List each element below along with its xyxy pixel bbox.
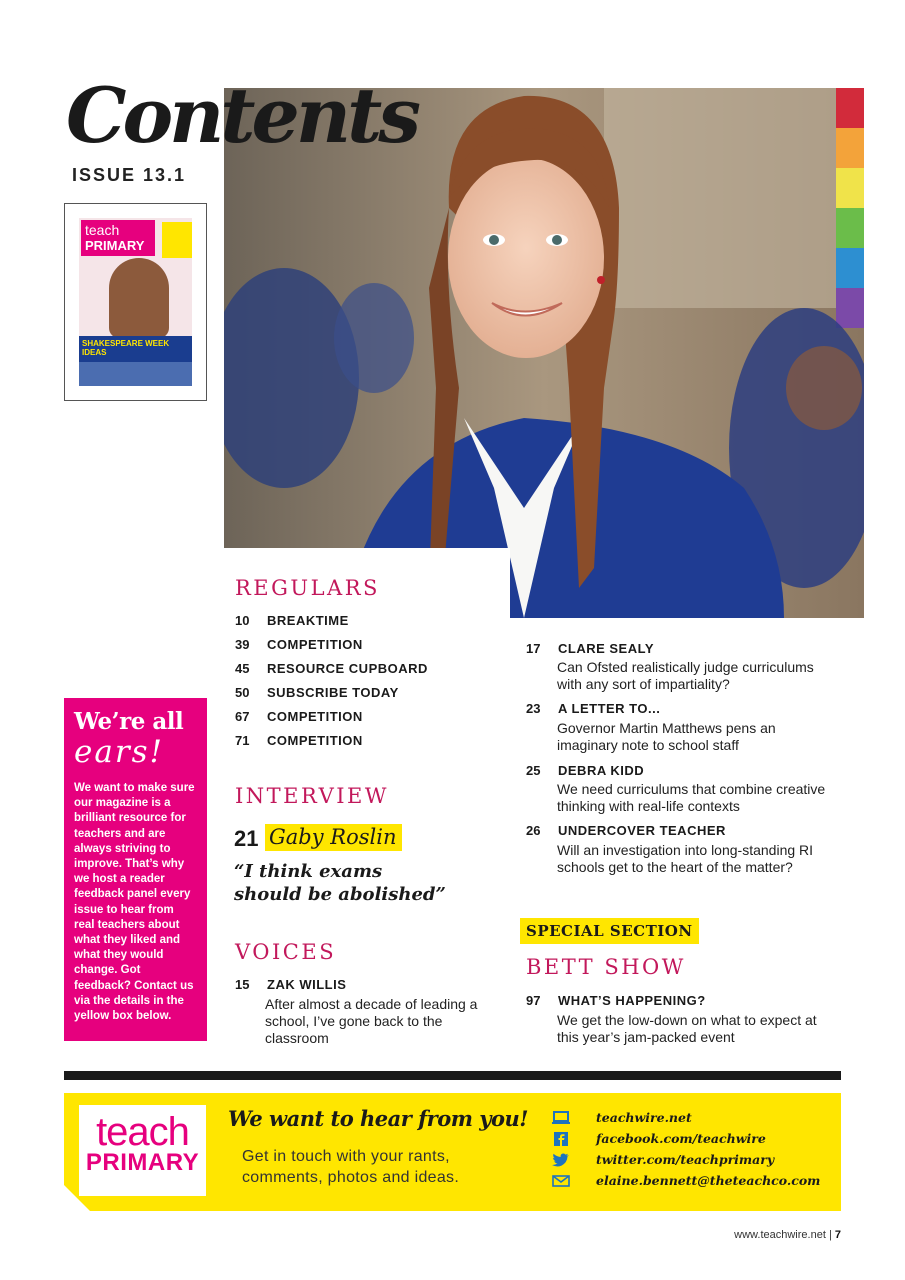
page-number: 71 [235, 733, 250, 748]
contact-facebook[interactable] [552, 1130, 766, 1146]
page-number: 50 [235, 685, 250, 700]
computer-icon [552, 1111, 570, 1125]
item-description: Governor Martin Matthews pens an imaginary note to school staff [557, 720, 776, 753]
regulars-item[interactable] [235, 709, 363, 724]
item-description: We get the low-down on what to expect at this year’s jam-packed event [557, 1012, 817, 1045]
regulars-item[interactable] [235, 661, 428, 676]
item-label: COMPETITION [267, 733, 363, 748]
page-number: 10 [235, 613, 250, 628]
item-label: RESOURCE CUPBOARD [267, 661, 428, 676]
item-description: After almost a decade of leading a school, I’ve gone back to the classroom [265, 996, 478, 1046]
cover-logo-line2: PRIMARY [85, 238, 145, 253]
item-label: ZAK WILLIS [267, 977, 347, 992]
teach-primary-logo [79, 1105, 206, 1196]
page-number: 67 [235, 709, 250, 724]
item-label: A LETTER TO... [558, 701, 661, 716]
regulars-item[interactable] [235, 685, 399, 700]
special-section-tag: SPECIAL SECTION [520, 918, 699, 944]
item-description: We need curriculums that combine creative thinking with real-life contexts [557, 781, 826, 814]
hero-photo [224, 88, 864, 618]
cover-portrait [109, 258, 169, 338]
item-label: BREAKTIME [267, 613, 349, 628]
footer-url[interactable]: www.teachwire.net [734, 1229, 826, 1241]
special-item[interactable] [526, 993, 706, 1008]
item-label: COMPETITION [267, 637, 363, 652]
interview-quote: “I think exams should be abolished” [234, 861, 446, 905]
email-icon [552, 1174, 570, 1188]
cover-art [79, 218, 192, 386]
item-label: CLARE SEALY [558, 641, 655, 656]
email-link[interactable]: elaine.bennett@theteachco.com [596, 1173, 821, 1188]
voices-item[interactable] [235, 977, 346, 992]
contact-twitter[interactable] [552, 1151, 774, 1167]
regulars-item[interactable] [235, 637, 363, 652]
feedback-title: We’re all [74, 708, 184, 735]
cover-photo-strip [79, 362, 192, 386]
logo-line2: PRIMARY [85, 1149, 200, 1176]
item-label: COMPETITION [267, 709, 363, 724]
contact-heading: We want to hear from you! [228, 1106, 528, 1131]
regulars-heading: REGULARS [235, 576, 380, 600]
footer-separator: | [828, 1229, 832, 1241]
cover-band: SHAKESPEARE WEEK IDEAS [79, 336, 192, 362]
item-label: SUBSCRIBE TODAY [267, 685, 399, 700]
cover-yellow-tag [162, 222, 192, 258]
page-number-footer: 7 [834, 1229, 841, 1241]
voices-heading: VOICES [235, 940, 337, 964]
page-title: Contents [66, 71, 418, 160]
item-description: Can Ofsted realistically judge curriculums with any sort of impartiality? [557, 659, 814, 692]
item-description: Will an investigation into long-standing RI schools get to the heart of the matter? [557, 842, 814, 875]
page-number: 39 [235, 637, 250, 652]
feature-item[interactable] [526, 701, 660, 716]
hero-photo-illustration [224, 88, 864, 618]
page-number: 15 [235, 977, 250, 992]
divider-rule [64, 1071, 841, 1080]
regulars-item[interactable] [235, 613, 349, 628]
contact-website[interactable] [552, 1109, 692, 1125]
twitter-icon [552, 1153, 570, 1167]
magazine-cover-thumbnail [64, 203, 207, 401]
facebook-link[interactable]: facebook.com/teachwire [596, 1131, 766, 1146]
interview-name[interactable]: Gaby Roslin [265, 824, 402, 851]
regulars-item[interactable] [235, 733, 363, 748]
item-label: DEBRA KIDD [558, 763, 645, 778]
contact-body: Get in touch with your rants, comments, photos and ideas. [242, 1148, 460, 1186]
item-label: UNDERCOVER TEACHER [558, 823, 726, 838]
page-number: 23 [526, 701, 541, 716]
bett-show-heading: BETT SHOW [526, 955, 686, 979]
page-number: 17 [526, 641, 541, 656]
interview-heading: INTERVIEW [235, 784, 389, 808]
feature-item[interactable] [526, 763, 644, 778]
twitter-link[interactable]: twitter.com/teachprimary [596, 1152, 775, 1167]
facebook-icon [552, 1132, 570, 1146]
page-number: 25 [526, 763, 541, 778]
logo-line1: teach [96, 1110, 189, 1154]
page-number: 97 [526, 993, 541, 1008]
page-footer [734, 1229, 841, 1241]
page-number: 45 [235, 661, 250, 676]
item-label: WHAT’S HAPPENING? [558, 993, 706, 1008]
issue-number: ISSUE 13.1 [72, 165, 187, 185]
feedback-body: We want to make sure our magazine is a brilliant resource for teachers and are always striving to improve. That’s why we host a reader feedback panel every issue to hear from real teachers about what they liked and what they would change. Got feedback? Contact us via the details in the yellow box below. [74, 782, 195, 1023]
interview-page-number: 21 [234, 826, 259, 851]
website-link[interactable]: teachwire.net [596, 1110, 692, 1125]
page-number: 26 [526, 823, 541, 838]
cover-logo-line1: teach [85, 222, 120, 238]
cover-logo [81, 220, 155, 256]
contact-email[interactable] [552, 1172, 820, 1188]
feedback-title-script: ears! [74, 734, 165, 770]
feature-item[interactable] [526, 823, 726, 838]
feature-item[interactable] [526, 641, 654, 656]
feedback-box [64, 698, 207, 1041]
